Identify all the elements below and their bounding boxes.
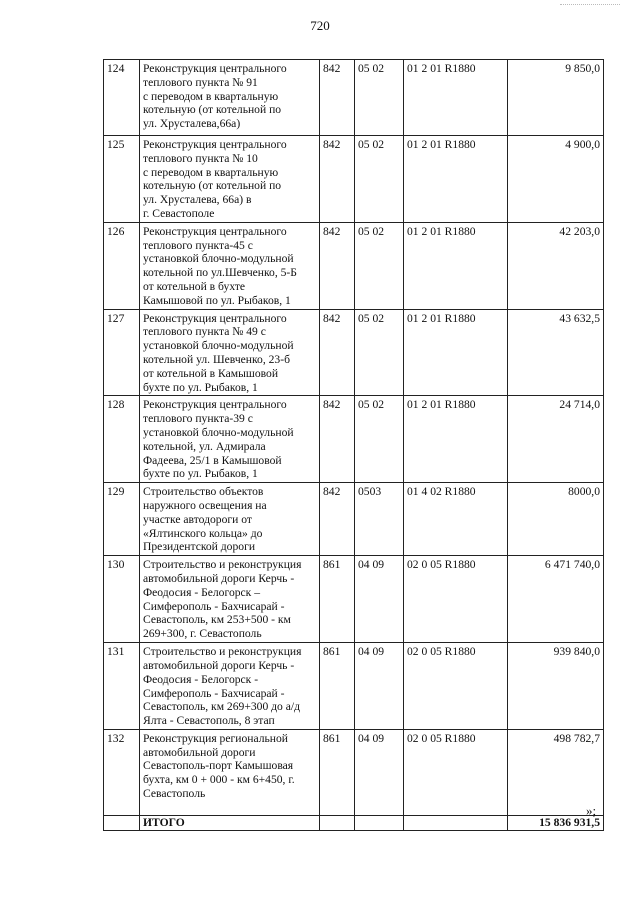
target-code: 01 2 01 R1880 bbox=[404, 396, 508, 483]
ministry-code: 842 bbox=[320, 396, 355, 483]
total-label: ИТОГО bbox=[140, 815, 320, 830]
row-name-line: установкой блочно-модульной bbox=[143, 425, 294, 439]
table-row bbox=[104, 729, 604, 815]
ministry-code: 842 bbox=[320, 222, 355, 309]
row-name-line: котельной, ул. Адмирала bbox=[143, 439, 266, 453]
table-row bbox=[104, 309, 604, 396]
row-name-line: котельную (от котельной по bbox=[143, 179, 282, 193]
row-name-line: теплового пункта-39 с bbox=[143, 412, 253, 426]
row-name bbox=[140, 136, 320, 223]
row-name-line: автомобильной дороги Керчь - bbox=[143, 571, 295, 585]
row-name-line: Севастополь, км 269+300 до а/д bbox=[143, 700, 301, 714]
amount: 6 471 740,0 bbox=[508, 556, 604, 643]
table-row bbox=[104, 643, 604, 730]
row-name-line: 269+300, г. Севастополь bbox=[143, 627, 262, 641]
row-name-line: Фадеева, 25/1 в Камышовой bbox=[143, 453, 282, 467]
target-code: 01 4 02 R1880 bbox=[404, 483, 508, 556]
row-name-line: с переводом в квартальную bbox=[143, 89, 279, 103]
row-name-line: Президентской дороги bbox=[143, 540, 256, 554]
row-name-line: Симферополь - Бахчисарай - bbox=[143, 686, 285, 700]
row-name-line: котельную (от котельной по bbox=[143, 103, 282, 117]
row-name-line: Феодосия - Белогорск - bbox=[143, 672, 259, 686]
row-name-line: Севастополь-порт Камышовая bbox=[143, 759, 294, 773]
table-row bbox=[104, 136, 604, 223]
target-code: 01 2 01 R1880 bbox=[404, 60, 508, 136]
page-number: 720 bbox=[310, 18, 330, 33]
target-code: 02 0 05 R1880 bbox=[404, 643, 508, 730]
row-name-line: Строительство и реконструкция bbox=[143, 645, 302, 659]
row-name-line: ул. Хрусталева, 66а) в bbox=[143, 193, 252, 207]
total-amount: 15 836 931,5 bbox=[508, 815, 604, 830]
table-row bbox=[104, 396, 604, 483]
target-code: 02 0 05 R1880 bbox=[404, 729, 508, 815]
table-row bbox=[104, 222, 604, 309]
section-code: 05 02 bbox=[355, 309, 404, 396]
row-name-line: Симферополь - Бахчисарай - bbox=[143, 599, 285, 613]
total-empty-num bbox=[104, 815, 140, 830]
ministry-code: 842 bbox=[320, 309, 355, 396]
total-row bbox=[104, 815, 604, 830]
row-name-line: г. Севастополе bbox=[143, 206, 215, 220]
ministry-code: 842 bbox=[320, 60, 355, 136]
row-name-line: Реконструкция центрального bbox=[143, 311, 287, 325]
scan-edge-marks bbox=[560, 4, 620, 6]
row-number: 130 bbox=[104, 556, 140, 643]
row-name-line: Строительство объектов bbox=[143, 485, 264, 499]
row-name-line: теплового пункта № 10 bbox=[143, 151, 258, 165]
row-name-line: наружного освещения на bbox=[143, 498, 267, 512]
amount: 498 782,7 bbox=[508, 729, 604, 815]
row-name-line: котельной по ул.Шевченко, 5-Б bbox=[143, 266, 297, 280]
row-name bbox=[140, 309, 320, 396]
closing-quote: »; bbox=[586, 803, 597, 818]
amount: 24 714,0 bbox=[508, 396, 604, 483]
row-name-line: бухте по ул. Рыбаков, 1 bbox=[143, 467, 258, 481]
row-number: 126 bbox=[104, 222, 140, 309]
row-name-line: Феодосия - Белогорск – bbox=[143, 585, 261, 599]
row-name-line: участке автодороги от bbox=[143, 512, 252, 526]
row-name-line: бухте по ул. Рыбаков, 1 bbox=[143, 380, 258, 394]
row-name bbox=[140, 556, 320, 643]
amount: 4 900,0 bbox=[508, 136, 604, 223]
row-name-line: теплового пункта № 91 bbox=[143, 75, 258, 89]
row-number: 131 bbox=[104, 643, 140, 730]
section-code: 04 09 bbox=[355, 556, 404, 643]
table-row bbox=[104, 556, 604, 643]
row-name-line: от котельной в бухте bbox=[143, 279, 246, 293]
row-number: 128 bbox=[104, 396, 140, 483]
ministry-code: 842 bbox=[320, 483, 355, 556]
row-name-line: Реконструкция центрального bbox=[143, 224, 287, 238]
section-code: 04 09 bbox=[355, 643, 404, 730]
row-number: 124 bbox=[104, 60, 140, 136]
row-number: 125 bbox=[104, 136, 140, 223]
row-number: 132 bbox=[104, 729, 140, 815]
row-number: 129 bbox=[104, 483, 140, 556]
row-name-line: «Ялтинского кольца» до bbox=[143, 526, 263, 540]
amount: 9 850,0 bbox=[508, 60, 604, 136]
row-name bbox=[140, 643, 320, 730]
amount: 43 632,5 bbox=[508, 309, 604, 396]
section-code: 0503 bbox=[355, 483, 404, 556]
target-code: 01 2 01 R1880 bbox=[404, 222, 508, 309]
amount: 8000,0 bbox=[508, 483, 604, 556]
target-code: 01 2 01 R1880 bbox=[404, 309, 508, 396]
ministry-code: 861 bbox=[320, 643, 355, 730]
ministry-code: 842 bbox=[320, 136, 355, 223]
row-name-line: теплового пункта № 49 с bbox=[143, 325, 266, 339]
row-name-line: Камышовой по ул. Рыбаков, 1 bbox=[143, 293, 291, 307]
ministry-code: 861 bbox=[320, 729, 355, 815]
row-name-line: установкой блочно-модульной bbox=[143, 252, 294, 266]
total-empty-section bbox=[355, 815, 404, 830]
row-name-line: Строительство и реконструкция bbox=[143, 558, 302, 572]
row-name-line: Ялта - Севастополь, 8 этап bbox=[143, 714, 275, 728]
section-code: 05 02 bbox=[355, 136, 404, 223]
row-name bbox=[140, 222, 320, 309]
amount: 939 840,0 bbox=[508, 643, 604, 730]
section-code: 05 02 bbox=[355, 396, 404, 483]
row-name bbox=[140, 729, 320, 815]
target-code: 01 2 01 R1880 bbox=[404, 136, 508, 223]
section-code: 05 02 bbox=[355, 222, 404, 309]
row-name-line: Реконструкция центрального bbox=[143, 62, 287, 75]
row-name-line: установкой блочно-модульной bbox=[143, 339, 294, 353]
row-name-line: Севастополь, км 253+500 - км bbox=[143, 613, 291, 627]
row-name-line: автомобильной дороги bbox=[143, 745, 256, 759]
table-row bbox=[104, 60, 604, 136]
row-name-line: Реконструкция региональной bbox=[143, 731, 288, 745]
section-code: 04 09 bbox=[355, 729, 404, 815]
total-empty-target bbox=[404, 815, 508, 830]
target-code: 02 0 05 R1880 bbox=[404, 556, 508, 643]
row-name bbox=[140, 396, 320, 483]
row-name-line: Реконструкция центрального bbox=[143, 138, 287, 151]
amount: 42 203,0 bbox=[508, 222, 604, 309]
row-name-line: от котельной в Камышовой bbox=[143, 366, 279, 380]
row-name-line: бухта, км 0 + 000 - км 6+450, г. bbox=[143, 773, 295, 787]
table-row bbox=[104, 483, 604, 556]
row-name-line: ул. Хрусталева,66а) bbox=[143, 117, 241, 131]
total-empty-code bbox=[320, 815, 355, 830]
row-name bbox=[140, 483, 320, 556]
row-name-line: Севастополь bbox=[143, 787, 206, 801]
row-name-line: с переводом в квартальную bbox=[143, 165, 279, 179]
budget-table bbox=[103, 59, 604, 831]
budget-table-body bbox=[104, 60, 604, 831]
ministry-code: 861 bbox=[320, 556, 355, 643]
row-name bbox=[140, 60, 320, 136]
row-name-line: автомобильной дороги Керчь - bbox=[143, 658, 295, 672]
row-name-line: Реконструкция центрального bbox=[143, 398, 287, 412]
row-name-line: котельной ул. Шевченко, 23-б bbox=[143, 352, 290, 366]
row-number: 127 bbox=[104, 309, 140, 396]
section-code: 05 02 bbox=[355, 60, 404, 136]
row-name-line: теплового пункта-45 с bbox=[143, 238, 253, 252]
